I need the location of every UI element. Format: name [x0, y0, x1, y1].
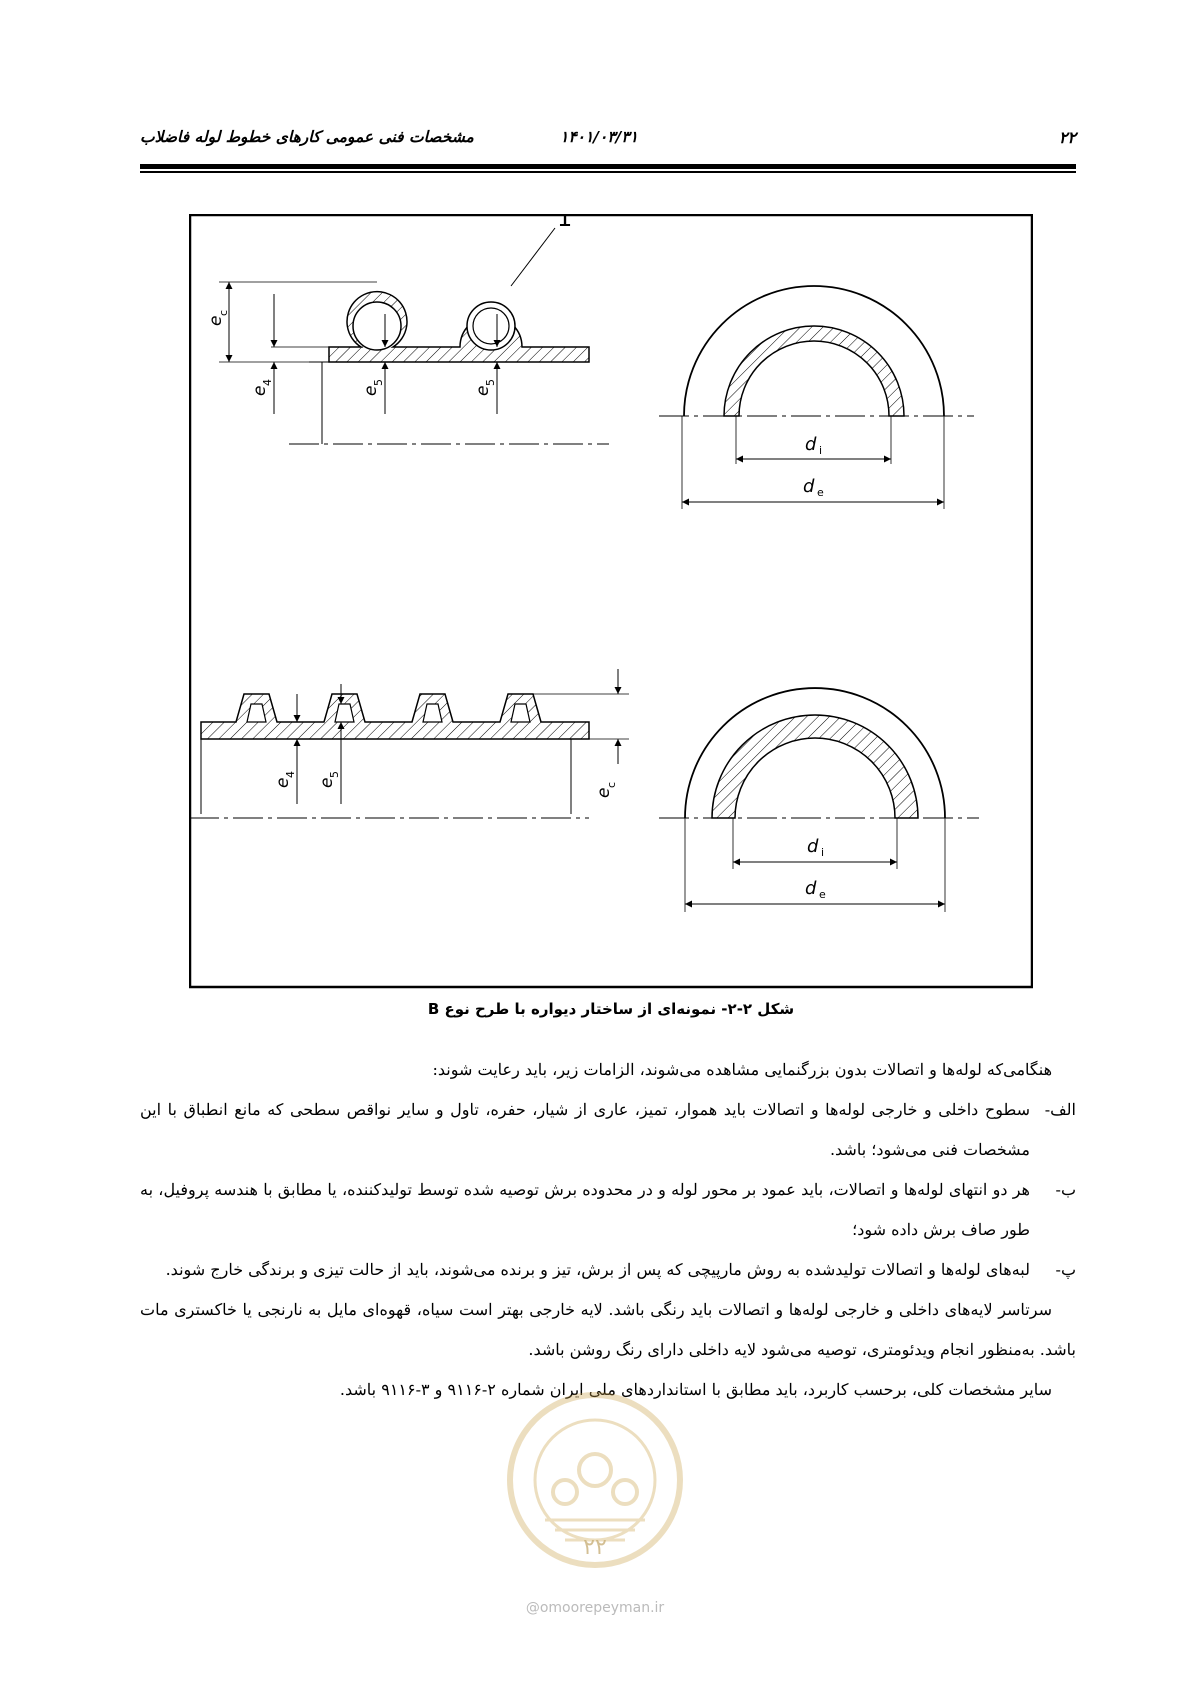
list-item-label: ب-	[1055, 1180, 1076, 1199]
callout-number: 1	[557, 214, 573, 232]
bottom-right-section	[659, 688, 979, 912]
top-left-profile	[206, 214, 609, 444]
list-item	[140, 1170, 1076, 1250]
header-rule-thin	[140, 171, 1076, 173]
figure-frame	[190, 215, 1032, 987]
label-di-bottom-sub: i	[821, 846, 825, 859]
page-header	[140, 128, 1076, 162]
label-e4-bottom: e	[273, 777, 293, 788]
label-di-top-sub: i	[819, 444, 823, 457]
footer-page-number: ۲۲	[583, 1535, 607, 1560]
label-de-top-sub: e	[817, 486, 824, 499]
label-e5-b: e	[473, 385, 493, 396]
intro-paragraph: هنگامی‌که لوله‌ها و اتصالات بدون بزرگنمایی مشاهده می‌شوند، الزامات زیر، باید رعایت شوند:	[432, 1060, 1052, 1079]
color-paragraph: سرتاسر لایه‌های داخلی و خارجی لوله‌ها و اتصالات باید رنگی باشد. لایه خارجی بهتر است سیاه، قهوه‌ای مایل به نارنجی یا خاکستری مات باشد. به‌منظور انجام ویدئومتری، توصیه می‌شود لایه داخلی دارای رنگ روشن باشد.	[140, 1300, 1076, 1359]
label-di-top: d	[805, 434, 817, 455]
footer-site: @omoorepeyman.ir	[525, 1600, 665, 1616]
label-ec-bottom: e	[594, 787, 614, 798]
label-e5-bottom: e	[317, 777, 337, 788]
label-e5-a-sub: 5	[372, 379, 385, 386]
label-e5-a: e	[361, 385, 381, 396]
wall-structure-figure	[189, 214, 1033, 990]
figure-caption: شکل ۲-۲- نمونه‌ای از ساختار دیواره با طرح نوع B	[427, 1000, 795, 1018]
list-item	[140, 1090, 1076, 1170]
list-item-text: سطوح داخلی و خارجی لوله‌ها و اتصالات باید هموار، تمیز، عاری از شیار، حفره، تاول و سایر نواقص سطحی که مانع انطباق با این مشخصات فنی می‌شود؛ باشد.	[140, 1100, 1030, 1159]
list-item-text: هر دو انتهای لوله‌ها و اتصالات، باید عمود بر محور لوله و در محدوده برش توصیه شده توسط تولیدکننده، یا مطابق با هندسه پروفیل، به طور صاف برش داده شود؛	[140, 1180, 1030, 1239]
label-ec: e	[206, 315, 226, 326]
list-item-label: الف-	[1044, 1100, 1076, 1119]
header-title: مشخصات فنی عمومی کارهای خطوط لوله فاضلاب	[140, 128, 474, 146]
header-page-number: ۲۲	[1058, 128, 1076, 147]
top-right-section	[659, 286, 974, 509]
bottom-left-profile	[189, 669, 629, 818]
label-e4: e	[250, 385, 270, 396]
label-e5-bottom-sub: 5	[328, 771, 341, 778]
label-ec-sub: c	[217, 309, 230, 316]
list-item-text: لبه‌های لوله‌ها و اتصالات تولیدشده به روش مارپیچی که پس از برش، تیز و برنده می‌شوند، باید از حالت تیزی و برندگی خارج شوند.	[165, 1260, 1030, 1279]
header-date: ۱۴۰۱/۰۳/۳۱	[560, 128, 638, 146]
label-e4-bottom-sub: 4	[284, 771, 297, 778]
list-item-label: پ-	[1055, 1260, 1076, 1279]
label-de-top: d	[803, 476, 815, 497]
label-ec-bottom-sub: c	[605, 781, 618, 788]
standards-paragraph: سایر مشخصات کلی، برحسب کاربرد، باید مطابق با استانداردهای ملی ایران شماره ۲-۹۱۱۶ و ۳-۹۱۱۶ باشد.	[339, 1380, 1052, 1399]
label-e4-sub: 4	[261, 379, 274, 386]
label-de-bottom-sub: e	[819, 888, 826, 901]
list-item	[140, 1250, 1076, 1290]
body-text	[140, 1050, 1076, 1410]
label-di-bottom: d	[807, 836, 819, 857]
header-rule-thick	[140, 164, 1076, 169]
label-e5-b-sub: 5	[484, 379, 497, 386]
label-de-bottom: d	[805, 878, 817, 899]
